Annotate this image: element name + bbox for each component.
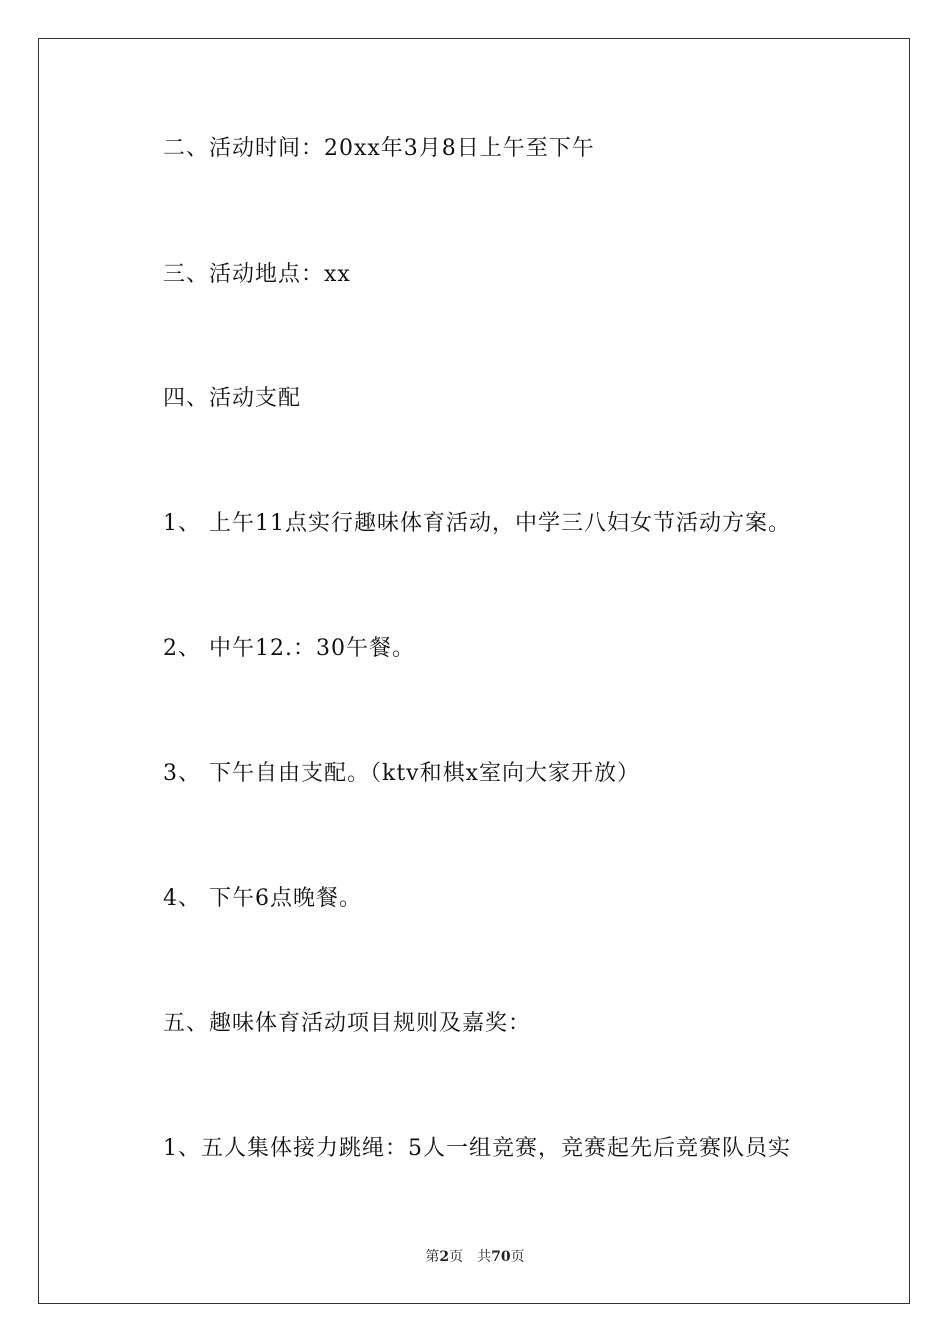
footer-total-prefix: 共	[477, 1249, 492, 1265]
footer-total-suffix: 页	[510, 1249, 525, 1265]
section-location-line: 三、活动地点：xx	[163, 262, 351, 287]
section-rules-heading: 五、趣味体育活动项目规则及嘉奖：	[163, 1011, 532, 1036]
arrangement-item-3: 3、 下午自由支配。（ktv和棋x室向大家开放）	[163, 761, 640, 786]
arrangement-item-1: 1、 上午11点实行趣味体育活动，中学三八妇女节活动方案。	[163, 511, 791, 536]
section-time-line: 二、活动时间：20xx年3月8日上午至下午	[163, 136, 595, 161]
section-arrangement-heading: 四、活动支配	[163, 386, 302, 411]
footer-page-suffix: 页	[449, 1249, 464, 1265]
page-border	[38, 38, 910, 1304]
arrangement-item-2: 2、 中午12.：30午餐。	[163, 636, 415, 661]
footer-page-number: 2	[439, 1249, 450, 1265]
arrangement-item-4: 4、 下午6点晚餐。	[163, 886, 362, 911]
rules-item-1: 1、五人集体接力跳绳：5人一组竞赛，竞赛起先后竞赛队员实	[163, 1136, 791, 1161]
footer-total-number: 70	[491, 1249, 511, 1265]
page-footer	[0, 1248, 950, 1266]
footer-page-prefix: 第	[425, 1249, 440, 1265]
